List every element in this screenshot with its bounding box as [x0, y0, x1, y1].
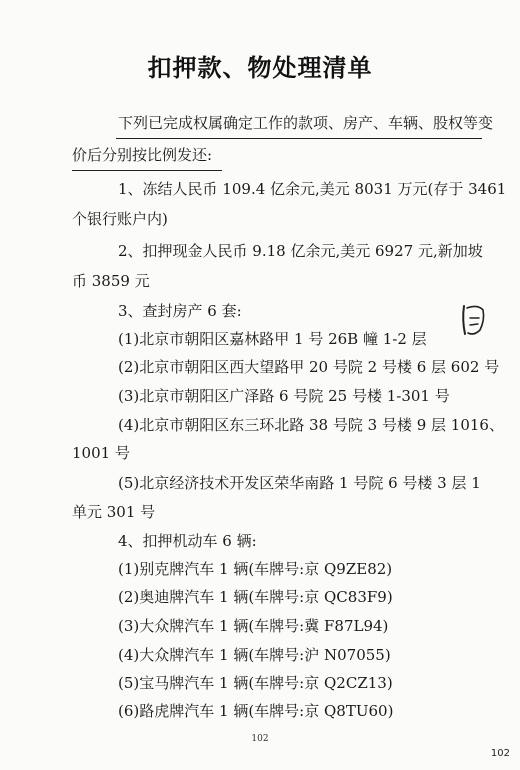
- intro-underline-1: [116, 138, 482, 139]
- page-number-corner: 102: [490, 748, 510, 759]
- vehicle-2: (2)奥迪牌汽车 1 辆(车牌号:京 QC83F9): [118, 588, 393, 606]
- intro-line-2: 价后分别按比例发还:: [72, 146, 213, 164]
- vehicle-6: (6)路虎牌汽车 1 辆(车牌号:京 Q8TU60): [118, 702, 394, 720]
- property-4-line-2: 1001 号: [72, 444, 130, 462]
- item-1-line-2: 个银行账户内): [72, 210, 168, 228]
- intro-line-1: 下列已完成权属确定工作的款项、房产、车辆、股权等变: [118, 114, 494, 132]
- intro-underline-2: [72, 170, 222, 171]
- handwritten-mark-icon: [458, 300, 490, 340]
- vehicle-4: (4)大众牌汽车 1 辆(车牌号:沪 N07055): [118, 646, 391, 664]
- vehicle-5: (5)宝马牌汽车 1 辆(车牌号:京 Q2CZ13): [118, 674, 393, 692]
- property-5-line-2: 单元 301 号: [72, 503, 156, 521]
- item-2-line-2: 币 3859 元: [72, 272, 150, 290]
- vehicle-1: (1)别克牌汽车 1 辆(车牌号:京 Q9ZE82): [118, 560, 393, 578]
- item-1-line-1: 1、冻结人民币 109.4 亿余元,美元 8031 万元(存于 3461: [118, 180, 507, 198]
- item-4-heading: 4、扣押机动车 6 辆:: [118, 532, 257, 550]
- property-1: (1)北京市朝阳区嘉林路甲 1 号 26B 幢 1-2 层: [118, 330, 427, 348]
- property-4-line-1: (4)北京市朝阳区东三环北路 38 号院 3 号楼 9 层 1016、: [118, 416, 504, 434]
- property-2: (2)北京市朝阳区西大望路甲 20 号院 2 号楼 6 层 602 号: [118, 358, 500, 376]
- page-title: 扣押款、物处理清单: [147, 54, 373, 82]
- property-5-line-1: (5)北京经济技术开发区荣华南路 1 号院 6 号楼 3 层 1: [118, 474, 481, 492]
- item-2-line-1: 2、扣押现金人民币 9.18 亿余元,美元 6927 元,新加坡: [118, 242, 483, 260]
- item-3-heading: 3、查封房产 6 套:: [118, 302, 242, 320]
- vehicle-3: (3)大众牌汽车 1 辆(车牌号:冀 F87L94): [118, 617, 389, 635]
- page-number-center: 102: [251, 734, 269, 744]
- property-3: (3)北京市朝阳区广泽路 6 号院 25 号楼 1-301 号: [118, 387, 450, 405]
